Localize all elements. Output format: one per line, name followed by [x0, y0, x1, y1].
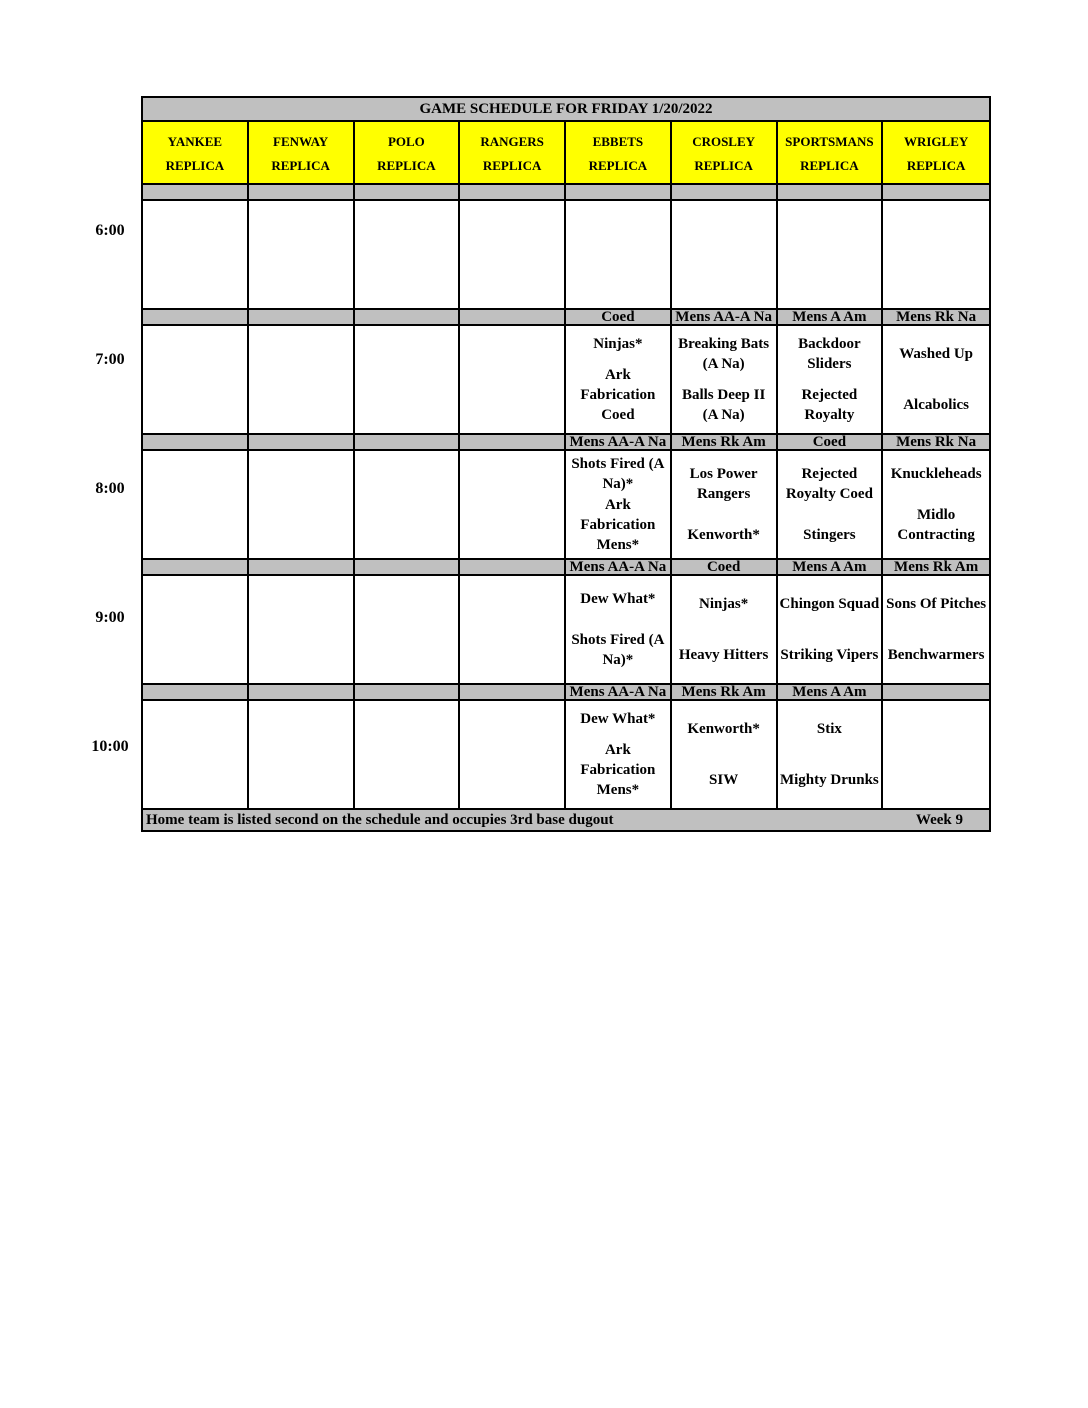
field-name: WRIGLEY — [903, 134, 969, 149]
game-cell — [566, 326, 672, 433]
game-cell — [566, 201, 672, 308]
game-cell — [143, 576, 249, 683]
schedule-title: GAME SCHEDULE FOR FRIDAY 1/20/2022 — [143, 98, 989, 122]
game-cell — [566, 576, 672, 683]
game-row — [143, 451, 989, 560]
division-label — [460, 435, 566, 449]
game-cell — [883, 326, 989, 433]
division-label — [566, 185, 672, 199]
game-cell — [143, 701, 249, 808]
game-cell — [460, 701, 566, 808]
away-team: Ninjas* — [593, 335, 643, 352]
division-label: Mens AA-A Na — [566, 560, 672, 574]
game-cell — [249, 576, 355, 683]
away-team: Dew What* — [580, 710, 656, 727]
field-name: FENWAY — [273, 134, 329, 149]
game-cell — [672, 201, 778, 308]
home-team: Striking Vipers — [780, 647, 879, 664]
field-header-fenway — [249, 122, 355, 183]
division-row — [143, 310, 989, 326]
game-row — [143, 701, 989, 810]
away-team: Backdoor Sliders — [798, 335, 861, 372]
away-team: Ninjas* — [699, 595, 749, 612]
division-label — [249, 185, 355, 199]
game-cell — [883, 701, 989, 808]
division-label — [143, 560, 249, 574]
division-label: Mens Rk Am — [672, 685, 778, 699]
field-header-sportsmans — [778, 122, 884, 183]
game-cell — [143, 451, 249, 558]
field-header-crosley — [672, 122, 778, 183]
home-team: Shots Fired (A Na)* — [571, 632, 665, 669]
division-label — [249, 685, 355, 699]
home-team: Kenworth* — [687, 527, 760, 544]
field-name: EBBETS — [592, 134, 644, 149]
division-label: Mens Rk Na — [896, 310, 977, 324]
game-cell — [355, 576, 461, 683]
time-label: 10:00 — [91, 738, 129, 755]
game-cell — [249, 451, 355, 558]
away-team: Rejected Royalty Coed — [785, 465, 873, 502]
game-cell — [460, 451, 566, 558]
division-label: Mens Rk Am — [672, 435, 778, 449]
game-cell — [672, 701, 778, 808]
division-label — [460, 560, 566, 574]
field-type: REPLICA — [906, 158, 966, 173]
division-label: Mens AA-A Na — [672, 310, 778, 324]
game-cell — [672, 451, 778, 558]
home-team: Midlo Contracting — [897, 507, 975, 544]
home-team: Stingers — [803, 527, 856, 544]
away-team: Kenworth* — [687, 720, 760, 737]
division-label — [460, 685, 566, 699]
game-cell — [143, 201, 249, 308]
division-label — [249, 560, 355, 574]
away-team: Breaking Bats (A Na) — [678, 335, 770, 372]
field-type: REPLICA — [800, 158, 859, 173]
game-cell — [672, 326, 778, 433]
field-name: RANGERS — [480, 134, 544, 149]
division-label — [778, 185, 884, 199]
game-cell — [460, 326, 566, 433]
schedule-table — [141, 96, 991, 832]
division-label — [355, 310, 461, 324]
game-cell — [460, 201, 566, 308]
division-label — [355, 685, 461, 699]
game-cell — [883, 201, 989, 308]
game-cell — [778, 451, 884, 558]
field-type: REPLICA — [377, 158, 436, 173]
division-label — [249, 310, 355, 324]
game-cell — [249, 326, 355, 433]
game-cell — [355, 326, 461, 433]
division-label: Mens A Am — [778, 310, 884, 324]
game-row — [143, 201, 989, 310]
home-team: Benchwarmers — [887, 647, 985, 664]
time-label: 7:00 — [95, 351, 125, 368]
division-label — [143, 685, 249, 699]
game-cell — [883, 451, 989, 558]
division-row — [143, 560, 989, 576]
division-label — [355, 185, 461, 199]
field-header-yankee — [143, 122, 249, 183]
division-label: Coed — [566, 310, 672, 324]
division-row — [143, 435, 989, 451]
division-label — [143, 435, 249, 449]
game-cell — [355, 701, 461, 808]
field-type: REPLICA — [588, 158, 648, 173]
footer-note: Home team is listed second on the schedule and occupies 3rd base dugout — [146, 812, 614, 828]
game-cell — [778, 701, 884, 808]
home-team: SIW — [709, 772, 739, 789]
game-row — [143, 576, 989, 685]
game-cell — [778, 576, 884, 683]
away-team: Washed Up — [899, 345, 973, 362]
division-row — [143, 685, 989, 701]
away-team: Shots Fired (A Na)* — [571, 455, 665, 492]
home-team: Balls Deep II (A Na) — [681, 387, 766, 424]
field-type: REPLICA — [694, 158, 753, 173]
game-cell — [566, 701, 672, 808]
time-label: 8:00 — [95, 480, 125, 497]
division-label: Mens Rk Am — [894, 560, 979, 574]
game-cell — [883, 576, 989, 683]
game-cell — [249, 701, 355, 808]
away-team: Los Power Rangers — [689, 465, 758, 502]
game-cell — [672, 576, 778, 683]
field-header-row — [143, 122, 989, 185]
game-row — [143, 326, 989, 435]
week-label: Week 9 — [915, 812, 963, 828]
game-cell — [460, 576, 566, 683]
division-label — [883, 185, 989, 199]
home-team: Ark Fabrication Mens* — [580, 497, 656, 554]
away-team: Chingon Squad — [779, 595, 880, 612]
division-label: Mens AA-A Na — [566, 685, 672, 699]
division-label: Coed — [672, 560, 778, 574]
home-team: Rejected Royalty — [801, 387, 858, 424]
game-cell — [249, 201, 355, 308]
time-label: 6:00 — [95, 222, 125, 239]
field-type: REPLICA — [271, 158, 330, 173]
away-team: Sons Of Pitches — [886, 595, 987, 612]
home-team: Mighty Drunks — [779, 772, 879, 789]
field-name: CROSLEY — [692, 134, 756, 149]
division-label — [460, 310, 566, 324]
game-cell — [355, 201, 461, 308]
away-team: Stix — [816, 720, 842, 737]
time-slots — [143, 185, 989, 810]
game-cell — [143, 326, 249, 433]
field-name: SPORTSMANS — [785, 134, 874, 149]
division-label: Mens A Am — [778, 560, 884, 574]
division-label — [883, 685, 989, 699]
division-label — [355, 435, 461, 449]
away-team: Dew What* — [580, 590, 656, 607]
field-name: POLO — [387, 134, 425, 149]
game-cell — [566, 451, 672, 558]
game-cell — [355, 451, 461, 558]
field-type: REPLICA — [165, 158, 225, 173]
field-header-polo — [355, 122, 461, 183]
field-type: REPLICA — [482, 158, 542, 173]
field-header-rangers — [460, 122, 566, 183]
division-label: Coed — [778, 435, 884, 449]
field-name: YANKEE — [167, 134, 223, 149]
division-label: Mens A Am — [778, 685, 884, 699]
field-header-ebbets — [566, 122, 672, 183]
home-team: Ark Fabrication Coed — [580, 367, 656, 424]
division-label — [143, 310, 249, 324]
home-team: Heavy Hitters — [678, 647, 769, 664]
game-cell — [778, 326, 884, 433]
home-team: Ark Fabrication Mens* — [580, 742, 656, 799]
division-label — [355, 560, 461, 574]
time-label: 9:00 — [95, 609, 125, 626]
division-row — [143, 185, 989, 201]
field-header-wrigley — [883, 122, 989, 183]
game-cell — [778, 201, 884, 308]
division-label — [143, 185, 249, 199]
away-team: Knuckleheads — [890, 465, 982, 482]
schedule-footer — [143, 810, 989, 830]
division-label — [672, 185, 778, 199]
division-label: Mens Rk Na — [896, 435, 977, 449]
division-label: Mens AA-A Na — [566, 435, 672, 449]
division-label — [460, 185, 566, 199]
division-label — [249, 435, 355, 449]
home-team: Alcabolics — [903, 397, 970, 414]
